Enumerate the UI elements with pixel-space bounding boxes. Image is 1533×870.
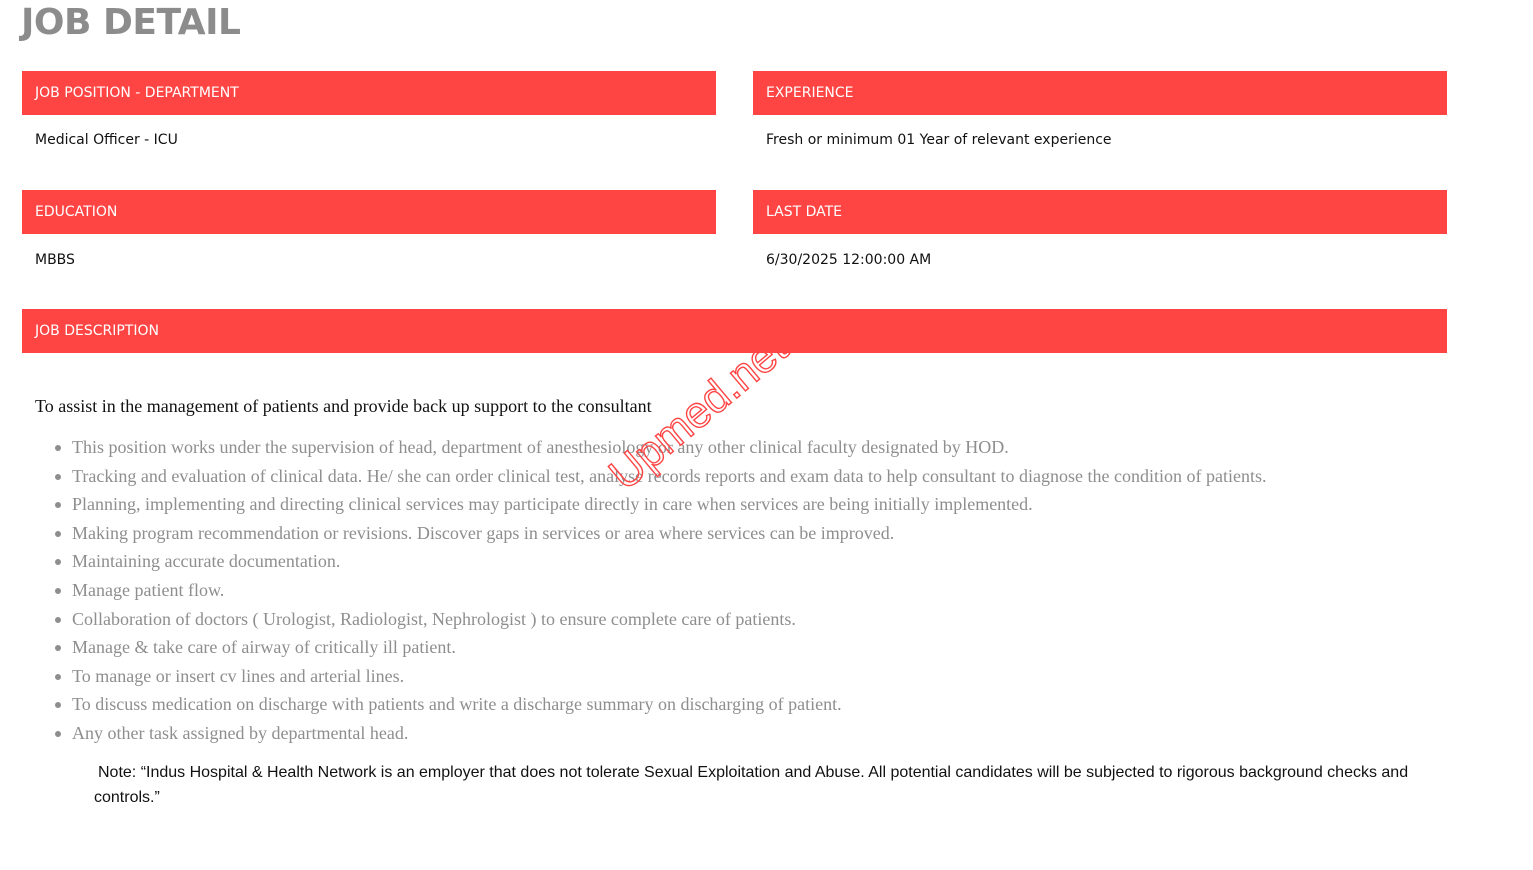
experience-header: EXPERIENCE <box>753 71 1447 115</box>
watermark: Upmed.net <box>600 323 797 500</box>
duty-text: Tracking and evaluation of clinical data. He/ she can order clinical test, analyse records reports and exam data to help consultant to diagnose the condition of patients. <box>72 465 1267 486</box>
bullet-icon <box>55 617 61 623</box>
list-item <box>72 520 1492 549</box>
page-title: JOB DETAIL <box>21 2 241 43</box>
bullet-icon <box>55 731 61 737</box>
list-item <box>72 691 1492 720</box>
list-item <box>72 634 1492 663</box>
equal-opportunity-note: Note: “Indus Hospital & Health Network is an employer that does not tolerate Sexual Exploitation and Abuse. All potential candidates will be subjected to rigorous background checks and controls.” <box>94 764 1409 806</box>
duty-text: To manage or insert cv lines and arterial lines. <box>72 665 405 686</box>
duty-text: To discuss medication on discharge with patients and write a discharge summary on discharging of patient. <box>72 694 842 715</box>
education-value: MBBS <box>35 252 75 268</box>
duty-text: This position works under the supervision of head, department of anesthesiology or any other clinical faculty designated by HOD. <box>72 437 1009 457</box>
duties-list <box>72 434 1492 749</box>
duty-text: Making program recommendation or revisions. Discover gaps in services or area where services can be improved. <box>72 522 895 543</box>
bullet-icon <box>55 645 61 651</box>
list-item <box>72 606 1492 635</box>
list-item <box>72 663 1492 692</box>
education-header: EDUCATION <box>22 190 716 234</box>
bullet-icon <box>55 559 61 565</box>
experience-value: Fresh or minimum 01 Year of relevant experience <box>766 132 1112 148</box>
duty-text: Any other task assigned by departmental head. <box>72 722 409 743</box>
job-position-value: Medical Officer - ICU <box>35 132 178 148</box>
bullet-icon <box>55 474 61 480</box>
bullet-icon <box>55 674 61 680</box>
bullet-icon <box>55 531 61 537</box>
last-date-header: LAST DATE <box>753 190 1447 234</box>
list-item <box>72 720 1492 749</box>
last-date-value: 6/30/2025 12:00:00 AM <box>766 252 932 268</box>
bullet-icon <box>55 502 61 508</box>
list-item <box>72 463 1492 492</box>
list-item <box>72 491 1492 520</box>
list-item <box>72 577 1492 606</box>
job-description-header: JOB DESCRIPTION <box>22 309 1447 353</box>
duty-text: Manage & take care of airway of critically ill patient. <box>72 637 456 658</box>
bullet-icon <box>55 588 61 594</box>
duty-text: Collaboration of doctors ( Urologist, Radiologist, Nephrologist ) to ensure complete care of patients. <box>72 608 796 629</box>
duty-text: Maintaining accurate documentation. <box>72 551 341 572</box>
duty-text: Manage patient flow. <box>72 579 225 600</box>
list-item <box>72 548 1492 577</box>
bullet-icon <box>55 702 61 708</box>
description-intro: To assist in the management of patients and provide back up support to the consultant <box>35 396 652 416</box>
duty-text: Planning, implementing and directing clinical services may participate directly in care when services are being initially implemented. <box>72 494 1033 515</box>
bullet-icon <box>55 445 61 451</box>
job-position-header: JOB POSITION - DEPARTMENT <box>22 71 716 115</box>
list-item <box>72 434 1492 463</box>
